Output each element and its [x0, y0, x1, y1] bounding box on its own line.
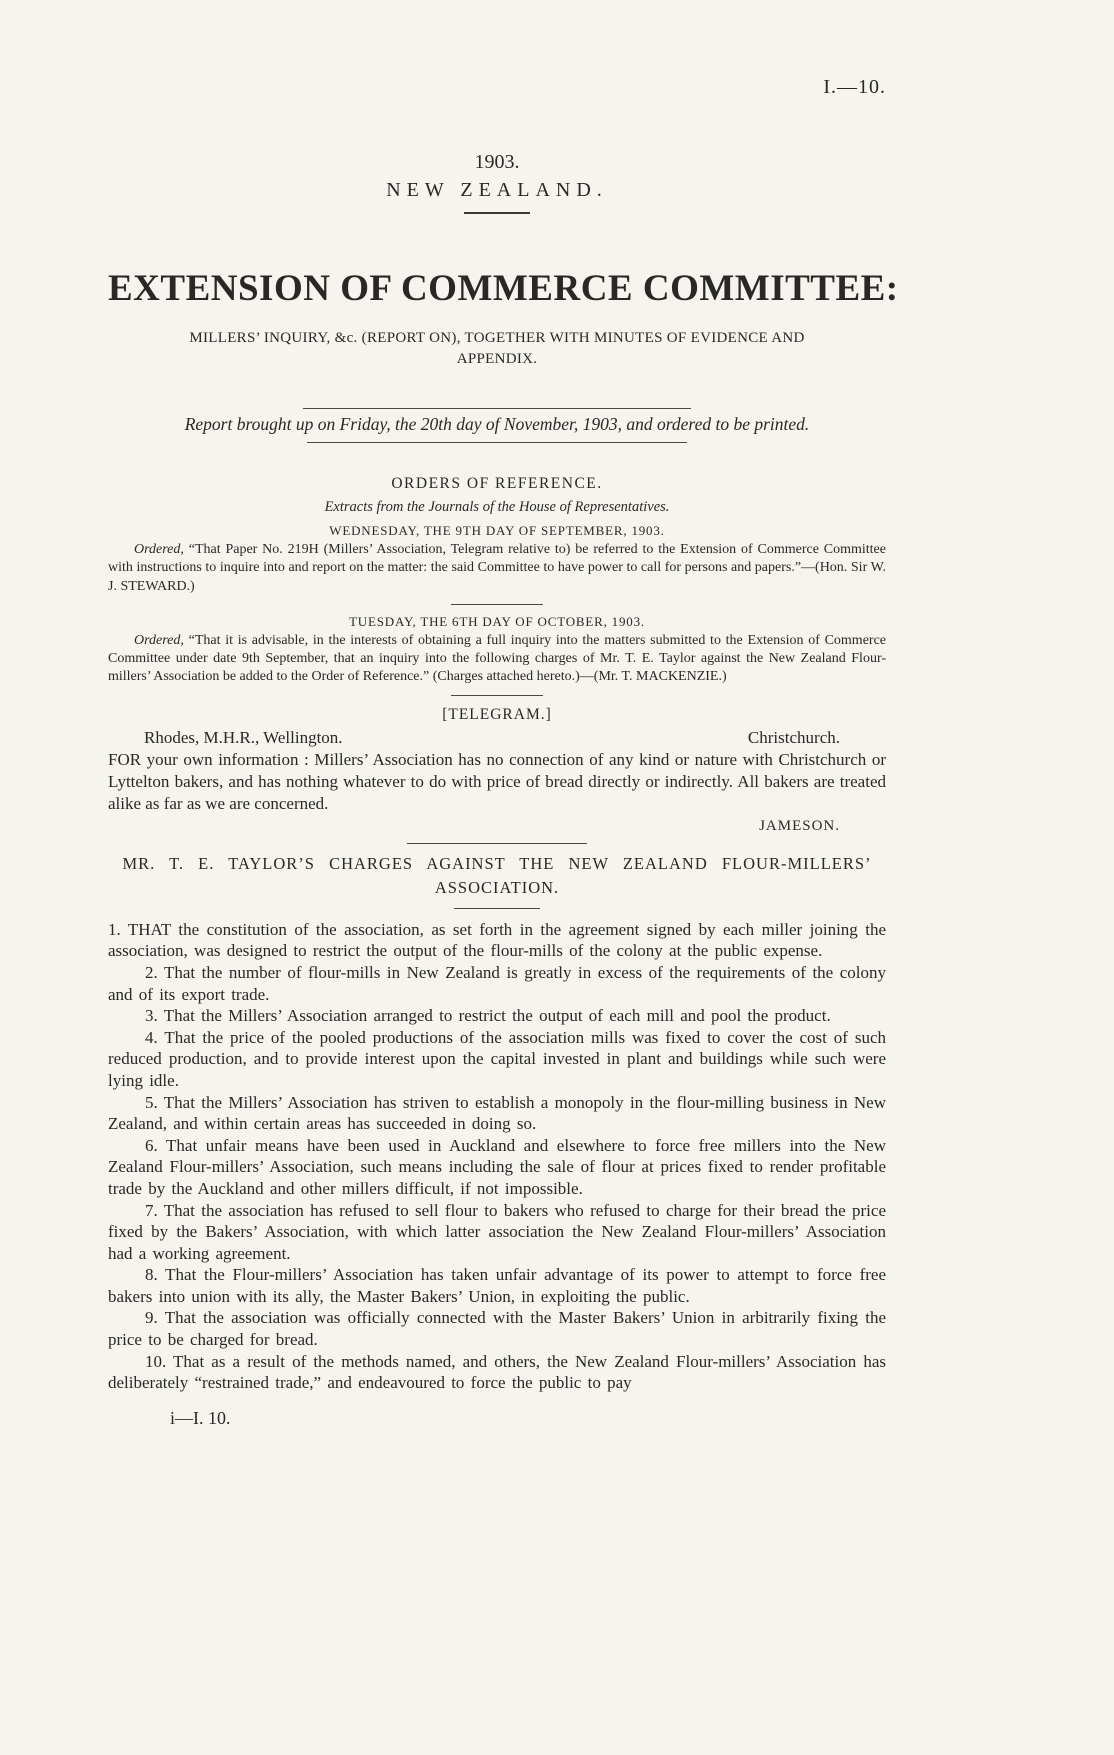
order-lead: Ordered,: [134, 542, 184, 557]
order-date-line: WEDNESDAY, THE 9TH DAY OF SEPTEMBER, 1903.: [329, 523, 665, 538]
charges-section: [108, 852, 886, 1394]
year-heading: 1903.: [474, 151, 520, 173]
charge-paragraph: 1. THAT the constitution of the association, as set forth in the agreement signed by each miller joining the association, was designed to restrict the output of the flour-mills of the colony at the public expense.: [108, 919, 886, 961]
charge-paragraph: 7. That the association has refused to sell flour to bakers who refused to charge for their bread the price fixed by the Bakers’ Association, with which latter association the New Zealand Flour-millers’ Association had a working agreement.: [108, 1200, 886, 1263]
charge-paragraph: 10. That as a result of the methods named, and others, the New Zealand Flour-millers’ Association has deliberately “restrained trade,” and endeavoured to force the public to pay: [108, 1351, 886, 1393]
charge-paragraph: 4. That the price of the pooled productions of the association mills was fixed to cover the cost of such reduced production, and to provide interest upon the capital invested in plant and buildings while such were lying idle.: [108, 1027, 886, 1090]
page-ref: I.—10.: [823, 76, 886, 98]
telegram-address-row: [108, 727, 886, 749]
telegram-signature: JAMESON.: [759, 817, 840, 834]
report-order-block: [108, 408, 886, 443]
divider: [407, 843, 587, 844]
report-order-line: Report brought up on Friday, the 20th day of November, 1903, and ordered to be printed.: [184, 414, 810, 434]
order-date-line: TUESDAY, THE 6TH DAY OF OCTOBER, 1903.: [349, 613, 645, 629]
order-lead: Ordered,: [134, 632, 184, 648]
charge-paragraph: 3. That the Millers’ Association arranged to restrict the output of each mill and pool the product.: [145, 1006, 831, 1026]
telegram-origin: Christchurch.: [747, 727, 840, 747]
telegram-body: FOR your own information : Millers’ Association has no connection of any kind or nature with Christchurch or Lyttelton bakers, and has nothing whatever to do with price of bread directly or indirectly. All bakers are treated alike as far as we are concerned.: [108, 749, 886, 813]
telegram-addressee: Rhodes, M.H.R., Wellington.: [144, 727, 343, 747]
telegram-section: [108, 704, 886, 844]
charges-heading: MR. T. E. TAYLOR’S CHARGES AGAINST THE NEW ZEALAND FLOUR-MILLERS’ ASSOCIATION.: [122, 853, 872, 897]
orders-heading: ORDERS OF REFERENCE.: [391, 475, 603, 492]
orders-source-line: Extracts from the Journals of the House of Representatives.: [324, 499, 670, 515]
order-paragraph: [108, 632, 886, 687]
page-content: [108, 0, 899, 1429]
page-footer: i—I. 10.: [170, 1407, 231, 1428]
orders-of-reference-section: [108, 473, 886, 696]
order-text: “That it is advisable, in the interests of obtaining a full inquiry into the matters submitted to the Extension of Commerce Committee under date 9th September, that an inquiry into the following charges of Mr. T. E. Taylor against the New Zealand Flour-millers’ Association be added to the Order of Reference.” (Charges attached hereto.)—(Mr. T. MACKENZIE.): [108, 632, 886, 685]
divider: [451, 604, 543, 605]
divider: [464, 212, 530, 214]
charge-paragraph: 2. That the number of flour-mills in New Zealand is greatly in excess of the requirements of the colony and of its export trade.: [108, 962, 886, 1004]
charge-paragraph: 6. That unfair means have been used in Auckland and elsewhere to force free millers into the New Zealand Flour-millers’ Association, such means including the sale of flour at prices fixed to render profitable trade by the Auckland and other millers difficult, if not impossible.: [108, 1135, 886, 1198]
divider: [451, 695, 543, 696]
country-heading: NEW ZEALAND.: [386, 179, 608, 201]
divider: [307, 442, 687, 443]
charge-paragraph: 5. That the Millers’ Association has striven to establish a monopoly in the flour-milling business in New Zealand, and within certain areas has succeeded in doing so.: [108, 1092, 886, 1134]
divider: [303, 408, 691, 409]
charge-paragraph: 8. That the Flour-millers’ Association has taken unfair advantage of its power to attempt to force free bakers into union with its ally, the Master Bakers’ Union, in exploiting the public.: [108, 1265, 886, 1306]
document-subtitle: MILLERS’ INQUIRY, &c. (REPORT ON), TOGETHER WITH MINUTES OF EVIDENCE AND APPENDIX.: [189, 330, 805, 367]
divider: [454, 908, 540, 909]
order-text: “That Paper No. 219H (Millers’ Association, Telegram relative to) be referred to the Extension of Commerce Committee with instructions to inquire into and report on the matter: the said Committee to have power to call for persons and papers.”—(Hon. Sir W. J. STEWARD.): [108, 542, 886, 594]
order-paragraph: [108, 541, 886, 596]
document-title: EXTENSION OF COMMERCE COMMITTEE:: [108, 268, 899, 309]
charge-paragraph: 9. That the association was officially connected with the Master Bakers’ Union in arbitrarily fixing the price to be charged for bread.: [108, 1308, 886, 1350]
telegram-heading: [TELEGRAM.]: [442, 705, 552, 723]
